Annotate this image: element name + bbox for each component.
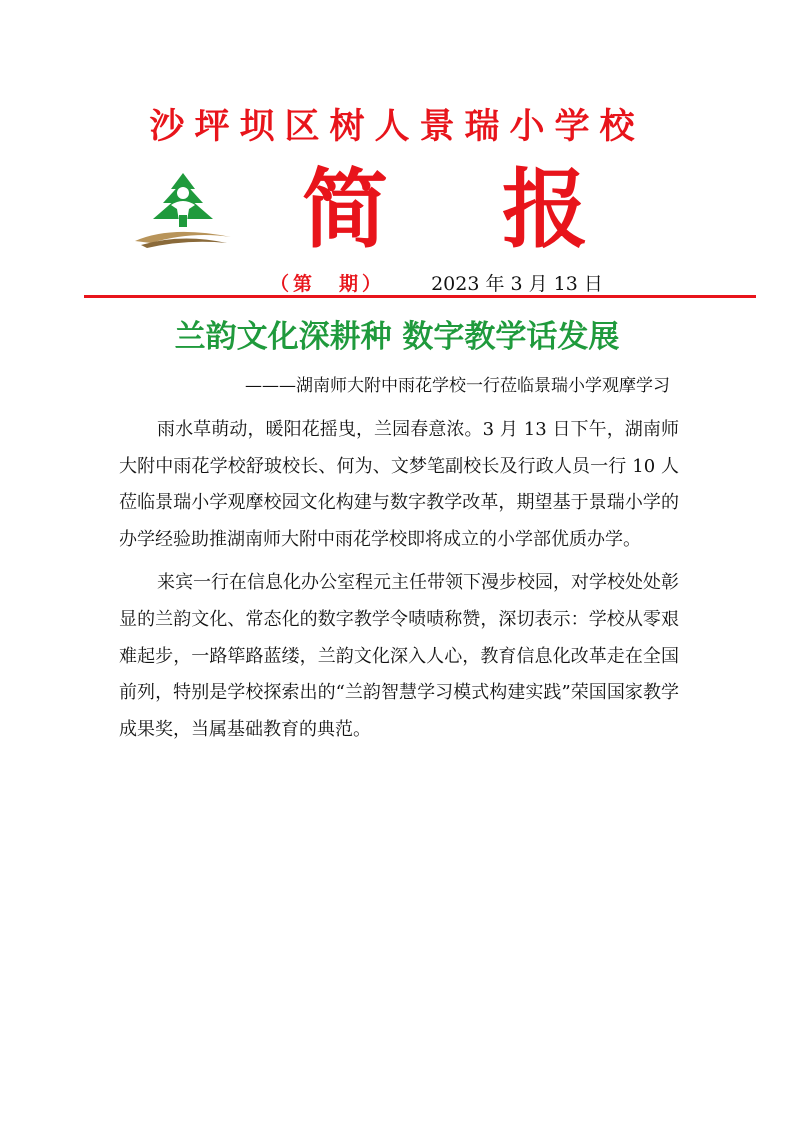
article-body	[119, 412, 679, 748]
school-name: 沙坪坝区树人景瑞小学校	[149, 106, 645, 147]
paragraph: 来宾一行在信息化办公室程元主任带领下漫步校园，对学校处处彰显的兰韵文化、常态化的数字教学令啧啧称赞，深切表示：学校从零艰难起步，一路筚路蓝缕，兰韵文化深入人心，教育信息化改革走在全国前列，特别是学校探索出的“兰韵智慧学习模式构建实践”荣国国家教学成果奖，当属基础教育的典范。	[119, 572, 679, 740]
issue-line	[270, 270, 603, 298]
issue-number: （第 期）	[270, 273, 386, 295]
title-char-2: 报	[502, 159, 588, 260]
header-divider	[84, 295, 756, 298]
title-char-1: 简	[302, 159, 388, 260]
bulletin-title	[0, 160, 794, 260]
issue-date: 2023 年 3 月 13 日	[431, 273, 603, 295]
article-subtitle: ———湖南师大附中雨花学校一行莅临景瑞小学观摩学习	[245, 376, 670, 396]
article-headline: 兰韵文化深耕种 数字教学话发展	[174, 319, 620, 355]
paragraph: 雨水草萌动，暖阳花摇曳，兰园春意浓。3 月 13 日下午，湖南师大附中雨花学校舒玻校长、何为、文梦笔副校长及行政人员一行 10 人莅临景瑞小学观摩校园文化构建与数字教学改革，期望基于景瑞小学的办学经验助推湖南师大附中雨花学校即将成立的小学部优质办学。	[119, 419, 679, 550]
